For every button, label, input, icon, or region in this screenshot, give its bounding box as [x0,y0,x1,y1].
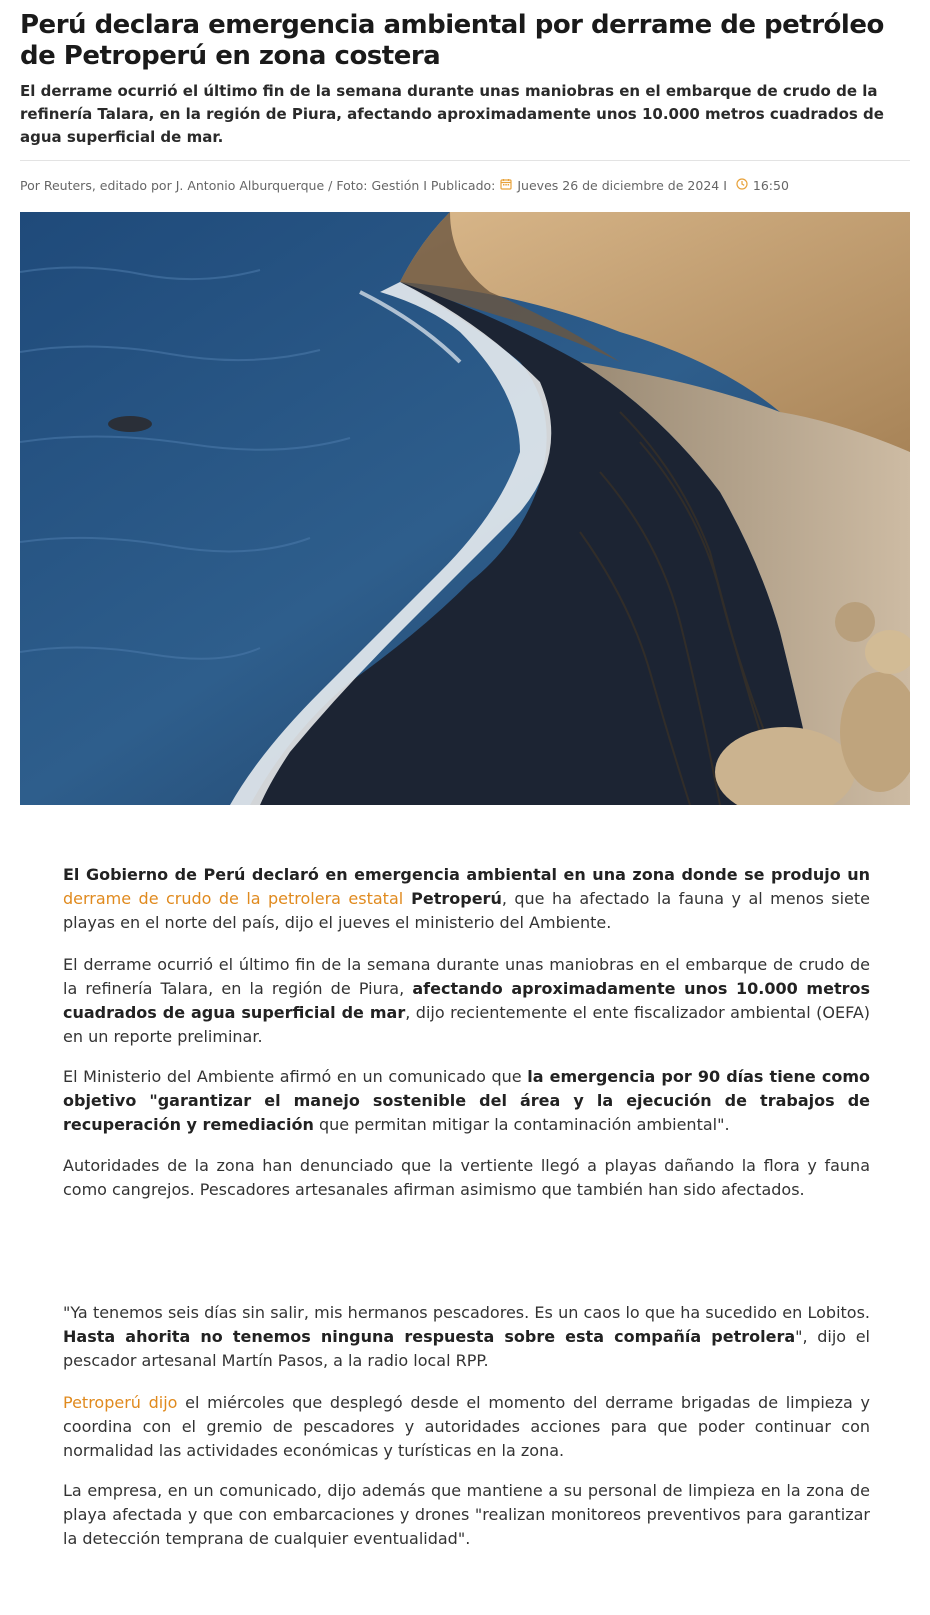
paragraph-4: Autoridades de la zona han denunciado que la vertiente llegó a playas dañando la flora y fauna como cangrejos. Pescadores artesanales afirman asimismo que también han sido afectados. [63,1156,870,1199]
byline-date: Jueves 26 de diciembre de 2024 I [517,178,727,193]
paragraph-7: La empresa, en un comunicado, dijo además que mantiene a su personal de limpieza en la zona de playa afectada y que con embarcaciones y drones "realizan monitoreos preventivos para garantizar la detección temprana de cualquier eventualidad". [63,1481,870,1548]
paragraph-6: Petroperú dijo el miércoles que desplegó desde el momento del derrame brigadas de limpieza y coordina con el gremio de pescadores y autoridades acciones para que poder continuar con normalidad las actividades económicas y turísticas en la zona. [63,1393,870,1460]
byline-credit: Por Reuters, editado por J. Antonio Alburquerque / Foto: Gestión I Publicado: [20,178,496,193]
article-subheadline: El derrame ocurrió el último fin de la semana durante unas maniobras en el embarque de crudo de la refinería Talara, en la región de Piura, afectando aproximadamente unos 10.000 metros cuadrados de agua superficial de mar. [20,82,884,146]
article-photo [20,212,910,805]
article-headline: Perú declara emergencia ambiental por derrame de petróleo de Petroperú en zona costera [20,10,884,71]
paragraph-2: El derrame ocurrió el último fin de la semana durante unas maniobras en el embarque de crudo de la refinería Talara, en la región de Piura, afectando aproximadamente unos 10.000 metros cuadrados de agua superficial de mar, dijo recientemente el ente fiscalizador ambiental (OEFA) en un reporte preliminar. [63,955,871,1046]
paragraph-3: El Ministerio del Ambiente afirmó en un comunicado que la emergencia por 90 días tiene como objetivo "garantizar el manejo sostenible del área y la ejecución de trabajos de recuperación y remediación que permitan mitigar la contaminación ambiental". [63,1067,871,1134]
byline-time: 16:50 [752,178,789,193]
header-divider [20,160,910,161]
clock-icon [736,178,748,193]
byline [20,178,789,193]
paragraph-5: "Ya tenemos seis días sin salir, mis hermanos pescadores. Es un caos lo que ha sucedido en Lobitos. Hasta ahorita no tenemos ninguna respuesta sobre esta compañía petrolera", dijo el pescador artesanal Martín Pasos, a la radio local RPP. [63,1303,870,1370]
oil-spill-coast-photo [20,212,910,805]
paragraph-1: El Gobierno de Perú declaró en emergencia ambiental en una zona donde se produjo un derrame de crudo de la petrolera estatal Petroperú, que ha afectado la fauna y al menos siete playas en el norte del país, dijo el jueves el ministerio del Ambiente. [63,865,871,932]
calendar-icon [500,178,512,193]
spill-link[interactable]: derrame de crudo de la petrolera estatal [63,889,404,908]
petroperu-link[interactable]: Petroperú dijo [63,1393,178,1412]
